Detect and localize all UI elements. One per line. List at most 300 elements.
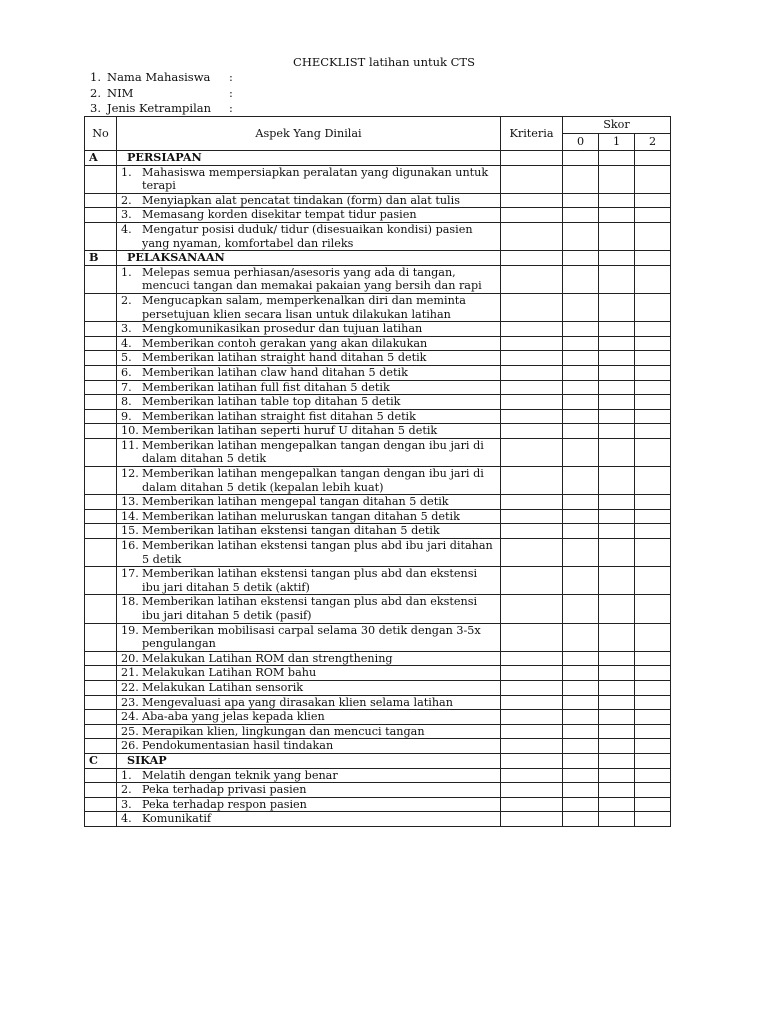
score-cell[interactable] xyxy=(563,812,599,827)
kriteria-cell xyxy=(501,165,563,193)
no-cell xyxy=(85,783,117,798)
aspect-item xyxy=(121,567,496,594)
score-cell[interactable] xyxy=(635,395,671,410)
no-cell xyxy=(85,265,117,293)
score-cell[interactable] xyxy=(635,222,671,250)
score-cell[interactable] xyxy=(563,495,599,510)
score-cell[interactable] xyxy=(563,768,599,783)
aspect-cell xyxy=(117,797,501,812)
item-number: 6. xyxy=(121,365,132,379)
section-title: SIKAP xyxy=(117,753,501,768)
item-number: 1. xyxy=(121,165,132,179)
no-cell xyxy=(85,208,117,223)
score-cell[interactable] xyxy=(635,680,671,695)
score-cell[interactable] xyxy=(599,680,635,695)
item-text: Menyiapkan alat pencatat tindakan (form) dan alat tulis xyxy=(142,193,460,207)
no-cell xyxy=(85,739,117,754)
score-cell[interactable] xyxy=(635,438,671,466)
score-cell[interactable] xyxy=(563,739,599,754)
aspect-cell xyxy=(117,365,501,380)
aspect-cell xyxy=(117,424,501,439)
identity-colon: : xyxy=(229,101,233,115)
kriteria-cell xyxy=(501,680,563,695)
item-row xyxy=(85,222,671,250)
no-cell xyxy=(85,395,117,410)
item-row xyxy=(85,336,671,351)
item-number: 4. xyxy=(121,336,132,350)
no-cell xyxy=(85,495,117,510)
aspect-item xyxy=(121,539,496,566)
kriteria-cell xyxy=(501,724,563,739)
item-text: Peka terhadap respon pasien xyxy=(142,797,307,811)
no-cell xyxy=(85,567,117,595)
score-cell[interactable] xyxy=(599,380,635,395)
score-cell[interactable] xyxy=(599,651,635,666)
score-cell[interactable] xyxy=(635,208,671,223)
kriteria-cell xyxy=(501,380,563,395)
score-cell[interactable] xyxy=(599,251,635,266)
score-cell[interactable] xyxy=(599,695,635,710)
aspect-cell xyxy=(117,739,501,754)
kriteria-cell xyxy=(501,509,563,524)
item-number: 15. xyxy=(121,524,139,538)
item-number: 1. xyxy=(121,265,132,279)
score-cell[interactable] xyxy=(563,409,599,424)
item-number: 7. xyxy=(121,380,132,394)
item-text: Memberikan latihan mengepal tangan ditahan 5 detik xyxy=(142,495,449,509)
aspect-item xyxy=(121,424,496,438)
item-row xyxy=(85,567,671,595)
no-cell xyxy=(85,695,117,710)
score-cell[interactable] xyxy=(599,783,635,798)
aspect-item xyxy=(121,710,496,724)
no-cell xyxy=(85,380,117,395)
item-text: Peka terhadap privasi pasien xyxy=(142,783,307,797)
item-number: 5. xyxy=(121,351,132,365)
no-cell xyxy=(85,165,117,193)
score-cell[interactable] xyxy=(635,651,671,666)
score-cell[interactable] xyxy=(599,193,635,208)
header-skor: Skor xyxy=(563,117,671,134)
item-number: 24. xyxy=(121,710,139,724)
kriteria-cell xyxy=(501,467,563,495)
item-row xyxy=(85,623,671,651)
score-cell[interactable] xyxy=(635,812,671,827)
item-row xyxy=(85,509,671,524)
score-cell[interactable] xyxy=(563,797,599,812)
score-cell[interactable] xyxy=(599,666,635,681)
score-cell[interactable] xyxy=(635,495,671,510)
no-cell xyxy=(85,666,117,681)
item-text: Memberikan latihan seperti huruf U ditahan 5 detik xyxy=(142,424,438,438)
score-cell[interactable] xyxy=(599,724,635,739)
score-cell[interactable] xyxy=(635,165,671,193)
item-row xyxy=(85,380,671,395)
score-cell[interactable] xyxy=(599,524,635,539)
aspect-item xyxy=(121,681,496,695)
no-cell xyxy=(85,524,117,539)
score-cell[interactable] xyxy=(635,251,671,266)
no-cell xyxy=(85,812,117,827)
aspect-item xyxy=(121,510,496,524)
item-text: Merapikan klien, lingkungan dan mencuci tangan xyxy=(142,724,425,738)
item-row xyxy=(85,768,671,783)
section-row xyxy=(85,753,671,768)
score-cell[interactable] xyxy=(563,710,599,725)
item-row xyxy=(85,293,671,321)
score-cell[interactable] xyxy=(563,251,599,266)
score-cell[interactable] xyxy=(599,467,635,495)
score-cell[interactable] xyxy=(635,509,671,524)
item-row xyxy=(85,812,671,827)
no-cell xyxy=(85,336,117,351)
item-row xyxy=(85,322,671,337)
score-cell[interactable] xyxy=(635,595,671,623)
score-cell[interactable] xyxy=(599,409,635,424)
aspect-cell xyxy=(117,680,501,695)
score-cell[interactable] xyxy=(563,265,599,293)
score-cell[interactable] xyxy=(563,438,599,466)
no-cell xyxy=(85,467,117,495)
identity-block xyxy=(90,70,233,117)
aspect-cell xyxy=(117,666,501,681)
score-cell[interactable] xyxy=(635,753,671,768)
item-row xyxy=(85,409,671,424)
aspect-item xyxy=(121,739,496,753)
aspect-item xyxy=(121,322,496,336)
item-text: Memberikan latihan table top ditahan 5 detik xyxy=(142,395,401,409)
kriteria-cell xyxy=(501,666,563,681)
section-letter: B xyxy=(85,251,117,266)
score-cell[interactable] xyxy=(635,467,671,495)
score-cell[interactable] xyxy=(635,710,671,725)
item-row xyxy=(85,208,671,223)
score-cell[interactable] xyxy=(563,293,599,321)
score-cell[interactable] xyxy=(563,395,599,410)
identity-row xyxy=(90,86,233,102)
aspect-item xyxy=(121,337,496,351)
item-text: Memberikan latihan mengepalkan tangan dengan ibu jari di dalam ditahan 5 detik (kepalan lebih kuat) xyxy=(142,467,484,494)
score-cell[interactable] xyxy=(563,623,599,651)
kriteria-cell xyxy=(501,623,563,651)
item-text: Mengatur posisi duduk/ tidur (disesuaikan kondisi) pasien yang nyaman, komfortabel dan rileks xyxy=(142,222,473,250)
item-text: Mahasiswa mempersiapkan peralatan yang digunakan untuk terapi xyxy=(142,165,489,193)
identity-number: 3. xyxy=(90,101,101,115)
aspect-cell xyxy=(117,265,501,293)
score-cell[interactable] xyxy=(563,380,599,395)
aspect-cell xyxy=(117,595,501,623)
score-cell[interactable] xyxy=(599,365,635,380)
score-cell[interactable] xyxy=(635,724,671,739)
score-cell[interactable] xyxy=(599,265,635,293)
item-number: 10. xyxy=(121,424,139,438)
item-row xyxy=(85,710,671,725)
item-number: 18. xyxy=(121,595,139,609)
score-cell[interactable] xyxy=(599,739,635,754)
no-cell xyxy=(85,595,117,623)
header-aspek: Aspek Yang Dinilai xyxy=(117,117,501,151)
score-cell[interactable] xyxy=(599,539,635,567)
no-cell xyxy=(85,623,117,651)
aspect-cell xyxy=(117,222,501,250)
score-cell[interactable] xyxy=(635,322,671,337)
score-cell[interactable] xyxy=(563,783,599,798)
aspect-cell xyxy=(117,651,501,666)
score-cell[interactable] xyxy=(635,539,671,567)
no-cell xyxy=(85,293,117,321)
item-number: 12. xyxy=(121,467,139,481)
score-cell[interactable] xyxy=(563,567,599,595)
score-cell[interactable] xyxy=(599,165,635,193)
score-cell[interactable] xyxy=(635,409,671,424)
score-cell[interactable] xyxy=(635,524,671,539)
kriteria-cell xyxy=(501,222,563,250)
no-cell xyxy=(85,322,117,337)
kriteria-cell xyxy=(501,151,563,166)
section-row xyxy=(85,251,671,266)
aspect-item xyxy=(121,166,496,193)
item-number: 22. xyxy=(121,680,139,694)
score-cell[interactable] xyxy=(563,351,599,366)
score-cell[interactable] xyxy=(563,208,599,223)
score-cell[interactable] xyxy=(599,293,635,321)
score-cell[interactable] xyxy=(599,768,635,783)
score-cell[interactable] xyxy=(635,365,671,380)
kriteria-cell xyxy=(501,265,563,293)
kriteria-cell xyxy=(501,710,563,725)
kriteria-cell xyxy=(501,739,563,754)
score-cell[interactable] xyxy=(563,595,599,623)
score-cell[interactable] xyxy=(635,783,671,798)
score-cell[interactable] xyxy=(563,753,599,768)
aspect-cell xyxy=(117,336,501,351)
aspect-cell xyxy=(117,165,501,193)
kriteria-cell xyxy=(501,336,563,351)
item-text: Mengevaluasi apa yang dirasakan klien selama latihan xyxy=(142,695,453,709)
score-cell[interactable] xyxy=(635,424,671,439)
score-cell[interactable] xyxy=(635,666,671,681)
score-cell[interactable] xyxy=(563,467,599,495)
identity-row xyxy=(90,70,233,86)
identity-number: 2. xyxy=(90,85,101,100)
item-row xyxy=(85,539,671,567)
score-cell[interactable] xyxy=(563,666,599,681)
item-number: 19. xyxy=(121,623,139,637)
score-cell[interactable] xyxy=(599,812,635,827)
item-text: Memberikan latihan ekstensi tangan plus abd ibu jari ditahan 5 detik xyxy=(142,539,493,566)
score-cell[interactable] xyxy=(599,595,635,623)
score-cell[interactable] xyxy=(599,753,635,768)
score-cell[interactable] xyxy=(563,509,599,524)
score-cell[interactable] xyxy=(599,222,635,250)
item-row xyxy=(85,424,671,439)
score-cell[interactable] xyxy=(599,623,635,651)
score-cell[interactable] xyxy=(563,651,599,666)
kriteria-cell xyxy=(501,595,563,623)
aspect-cell xyxy=(117,322,501,337)
score-cell[interactable] xyxy=(563,165,599,193)
score-cell[interactable] xyxy=(563,193,599,208)
score-cell[interactable] xyxy=(563,680,599,695)
aspect-item xyxy=(121,696,496,710)
item-row xyxy=(85,365,671,380)
no-cell xyxy=(85,680,117,695)
item-number: 25. xyxy=(121,724,139,738)
item-text: Memberikan latihan full fist ditahan 5 detik xyxy=(142,380,390,394)
score-cell[interactable] xyxy=(563,524,599,539)
item-row xyxy=(85,739,671,754)
aspect-cell xyxy=(117,768,501,783)
score-cell[interactable] xyxy=(599,797,635,812)
score-cell[interactable] xyxy=(563,322,599,337)
kriteria-cell xyxy=(501,193,563,208)
score-cell[interactable] xyxy=(599,438,635,466)
item-row xyxy=(85,695,671,710)
no-cell xyxy=(85,710,117,725)
item-number: 23. xyxy=(121,695,139,709)
item-row xyxy=(85,165,671,193)
score-cell[interactable] xyxy=(563,539,599,567)
no-cell xyxy=(85,539,117,567)
item-row xyxy=(85,651,671,666)
score-cell[interactable] xyxy=(599,424,635,439)
score-cell[interactable] xyxy=(635,695,671,710)
score-cell[interactable] xyxy=(563,222,599,250)
score-cell[interactable] xyxy=(599,208,635,223)
kriteria-cell xyxy=(501,438,563,466)
score-cell[interactable] xyxy=(635,380,671,395)
item-number: 13. xyxy=(121,495,139,509)
score-cell[interactable] xyxy=(599,495,635,510)
item-text: Melakukan Latihan ROM bahu xyxy=(142,666,317,680)
score-cell[interactable] xyxy=(599,509,635,524)
kriteria-cell xyxy=(501,768,563,783)
aspect-item xyxy=(121,366,496,380)
score-cell[interactable] xyxy=(599,151,635,166)
no-cell xyxy=(85,424,117,439)
score-cell[interactable] xyxy=(599,710,635,725)
aspect-item xyxy=(121,624,496,651)
checklist-table xyxy=(84,116,671,827)
aspect-cell xyxy=(117,710,501,725)
aspect-cell xyxy=(117,812,501,827)
item-number: 21. xyxy=(121,666,139,680)
score-cell[interactable] xyxy=(635,265,671,293)
page-title: CHECKLIST latihan untuk CTS xyxy=(293,55,475,69)
identity-label: Jenis Ketrampilan xyxy=(107,101,212,115)
aspect-item xyxy=(121,381,496,395)
item-number: 8. xyxy=(121,395,132,409)
kriteria-cell xyxy=(501,395,563,410)
aspect-cell xyxy=(117,409,501,424)
item-text: Memberikan latihan ekstensi tangan plus abd dan ekstensi ibu jari ditahan 5 detik (pasif) xyxy=(142,595,478,622)
score-cell[interactable] xyxy=(599,336,635,351)
aspect-item xyxy=(121,725,496,739)
aspect-cell xyxy=(117,495,501,510)
identity-colon: : xyxy=(229,70,233,84)
item-row xyxy=(85,680,671,695)
item-row xyxy=(85,495,671,510)
aspect-cell xyxy=(117,524,501,539)
item-number: 20. xyxy=(121,651,139,665)
aspect-item xyxy=(121,652,496,666)
header-row xyxy=(85,117,671,134)
score-cell[interactable] xyxy=(599,322,635,337)
aspect-item xyxy=(121,395,496,409)
aspect-cell xyxy=(117,380,501,395)
score-cell[interactable] xyxy=(563,724,599,739)
score-cell[interactable] xyxy=(635,193,671,208)
score-cell[interactable] xyxy=(635,567,671,595)
item-text: Pendokumentasian hasil tindakan xyxy=(142,739,334,753)
aspect-cell xyxy=(117,395,501,410)
aspect-item xyxy=(121,351,496,365)
no-cell xyxy=(85,438,117,466)
item-text: Melakukan Latihan sensorik xyxy=(142,680,304,694)
item-text: Mengucapkan salam, memperkenalkan diri dan meminta persetujuan klien secara lisan untuk dilakukan latihan xyxy=(142,293,466,321)
score-cell[interactable] xyxy=(635,336,671,351)
item-number: 11. xyxy=(121,438,139,452)
score-cell[interactable] xyxy=(563,336,599,351)
no-cell xyxy=(85,409,117,424)
no-cell xyxy=(85,797,117,812)
item-text: Aba-aba yang jelas kepada klien xyxy=(142,710,325,724)
aspect-item xyxy=(121,223,496,250)
item-text: Memberikan latihan straight hand ditahan 5 detik xyxy=(142,351,427,365)
score-cell[interactable] xyxy=(635,623,671,651)
header-kriteria: Kriteria xyxy=(501,117,563,151)
item-number: 2. xyxy=(121,193,132,207)
score-cell[interactable] xyxy=(599,351,635,366)
aspect-cell xyxy=(117,623,501,651)
kriteria-cell xyxy=(501,812,563,827)
item-text: Memasang korden disekitar tempat tidur pasien xyxy=(142,208,417,222)
item-number: 3. xyxy=(121,208,132,222)
score-cell[interactable] xyxy=(635,151,671,166)
score-cell[interactable] xyxy=(563,365,599,380)
kriteria-cell xyxy=(501,567,563,595)
score-cell[interactable] xyxy=(599,567,635,595)
aspect-item xyxy=(121,439,496,466)
item-text: Melakukan Latihan ROM dan strengthening xyxy=(142,651,393,665)
score-cell[interactable] xyxy=(635,293,671,321)
item-row xyxy=(85,797,671,812)
kriteria-cell xyxy=(501,797,563,812)
score-cell[interactable] xyxy=(563,424,599,439)
item-text: Melatih dengan teknik yang benar xyxy=(142,768,338,782)
score-cell[interactable] xyxy=(563,151,599,166)
item-number: 2. xyxy=(121,293,132,307)
score-cell[interactable] xyxy=(635,739,671,754)
item-row xyxy=(85,395,671,410)
score-cell[interactable] xyxy=(563,695,599,710)
kriteria-cell xyxy=(501,322,563,337)
score-cell[interactable] xyxy=(635,797,671,812)
aspect-item xyxy=(121,294,496,321)
score-cell[interactable] xyxy=(635,351,671,366)
score-cell[interactable] xyxy=(635,768,671,783)
item-row xyxy=(85,193,671,208)
score-cell[interactable] xyxy=(599,395,635,410)
no-cell xyxy=(85,651,117,666)
identity-number: 1. xyxy=(90,70,101,84)
aspect-item xyxy=(121,783,496,797)
aspect-item xyxy=(121,769,496,783)
item-number: 1. xyxy=(121,768,132,782)
kriteria-cell xyxy=(501,208,563,223)
item-text: Memberikan mobilisasi carpal selama 30 detik dengan 3-5x pengulangan xyxy=(142,623,481,651)
item-text: Memberikan latihan ekstensi tangan plus abd dan ekstensi ibu jari ditahan 5 detik (aktif) xyxy=(142,567,478,594)
